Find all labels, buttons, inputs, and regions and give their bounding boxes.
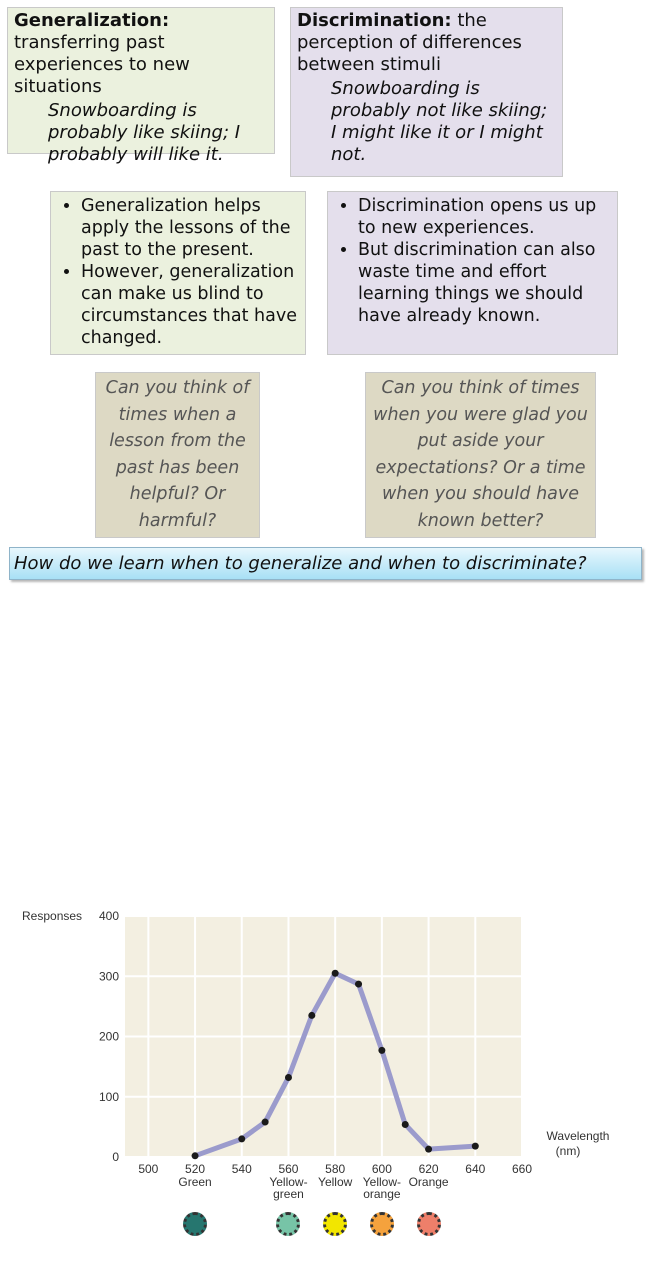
x-tick-label: 580 bbox=[325, 1162, 346, 1176]
y-tick-label: 300 bbox=[98, 969, 119, 984]
discrimination-definition-box bbox=[290, 7, 563, 177]
generalization-definition-box bbox=[7, 7, 275, 165]
discrimination-bullet-list bbox=[328, 195, 617, 327]
color-band-label: green bbox=[273, 1187, 304, 1201]
generalization-example: Snowboarding is probably like skiing; I probably will like it. bbox=[48, 100, 241, 165]
generalization-definition-text: transferring past experiences to new situations bbox=[14, 32, 190, 97]
x-tick-label: 500 bbox=[138, 1162, 159, 1176]
x-tick-label: 640 bbox=[465, 1162, 486, 1176]
data-point bbox=[238, 1135, 245, 1142]
data-point bbox=[308, 1012, 315, 1019]
y-axis-label: Responses bbox=[22, 909, 83, 923]
x-tick-label: 620 bbox=[418, 1162, 439, 1176]
color-band-label: Green bbox=[178, 1175, 212, 1189]
generalization-definition bbox=[14, 10, 268, 98]
x-tick-label: 560 bbox=[278, 1162, 299, 1176]
discrimination-term: Discrimination: bbox=[297, 10, 452, 31]
list-item: • However, generalization can make us blind to circumstances that have changed. bbox=[81, 261, 297, 349]
list-item: • Discrimination opens us up to new experiences. bbox=[358, 195, 609, 239]
question-banner: How do we learn when to generalize and when to discriminate? bbox=[9, 547, 642, 580]
y-tick-label: 200 bbox=[98, 1029, 119, 1044]
x-tick-label: 660 bbox=[511, 1162, 533, 1176]
generalization-bullet-list bbox=[51, 195, 305, 349]
x-axis-unit-label: (nm) bbox=[555, 1144, 581, 1158]
discrimination-bullets-box bbox=[327, 191, 618, 355]
generalization-question: Can you think of times when a lesson from the past has been helpful? Or harmful? bbox=[105, 378, 250, 531]
color-band-label: orange bbox=[363, 1187, 401, 1201]
color-swatch bbox=[370, 1212, 394, 1236]
list-item: • Generalization helps apply the lessons of the past to the present. bbox=[81, 195, 297, 261]
x-tick-label: 540 bbox=[231, 1162, 252, 1176]
data-point bbox=[285, 1074, 292, 1081]
discrimination-example: Snowboarding is probably not like skiing; I might like it or I might not. bbox=[331, 78, 548, 165]
wavelength-response-chart bbox=[0, 900, 646, 1260]
color-band-label: Yellow- bbox=[269, 1175, 308, 1189]
color-swatch bbox=[417, 1212, 441, 1236]
list-item: • But discrimination can also waste time and effort learning things we should have already known. bbox=[358, 239, 609, 327]
discrimination-question: Can you think of times when you were glad you put aside your expectations? Or a time when you should have known better? bbox=[373, 378, 588, 531]
x-tick-label: 520 bbox=[185, 1162, 206, 1176]
data-point bbox=[355, 981, 362, 988]
color-band-label: Yellow- bbox=[362, 1175, 402, 1189]
data-point bbox=[472, 1143, 479, 1150]
color-swatch bbox=[323, 1212, 347, 1236]
discrimination-question-box bbox=[365, 372, 596, 538]
y-tick-label: 100 bbox=[98, 1089, 119, 1104]
x-tick-label: 600 bbox=[371, 1162, 392, 1176]
data-point bbox=[332, 970, 339, 977]
generalization-question-box bbox=[95, 372, 260, 538]
color-swatch bbox=[183, 1212, 207, 1236]
data-point bbox=[402, 1121, 409, 1128]
generalization-bullets-box bbox=[50, 191, 306, 355]
color-band-label: Orange bbox=[408, 1175, 449, 1189]
discrimination-definition bbox=[297, 10, 556, 76]
generalization-term: Generalization: bbox=[14, 10, 170, 31]
discrimination-definition-text: the perception of differences between stimuli bbox=[297, 10, 522, 75]
data-point bbox=[192, 1152, 199, 1159]
y-tick-label: 0 bbox=[112, 1150, 119, 1164]
data-point bbox=[378, 1047, 385, 1054]
data-point bbox=[425, 1146, 432, 1153]
color-band-label: Yellow bbox=[318, 1175, 353, 1189]
x-axis-label: Wavelength bbox=[546, 1129, 610, 1143]
data-point bbox=[262, 1119, 269, 1126]
y-tick-label: 400 bbox=[98, 909, 119, 923]
